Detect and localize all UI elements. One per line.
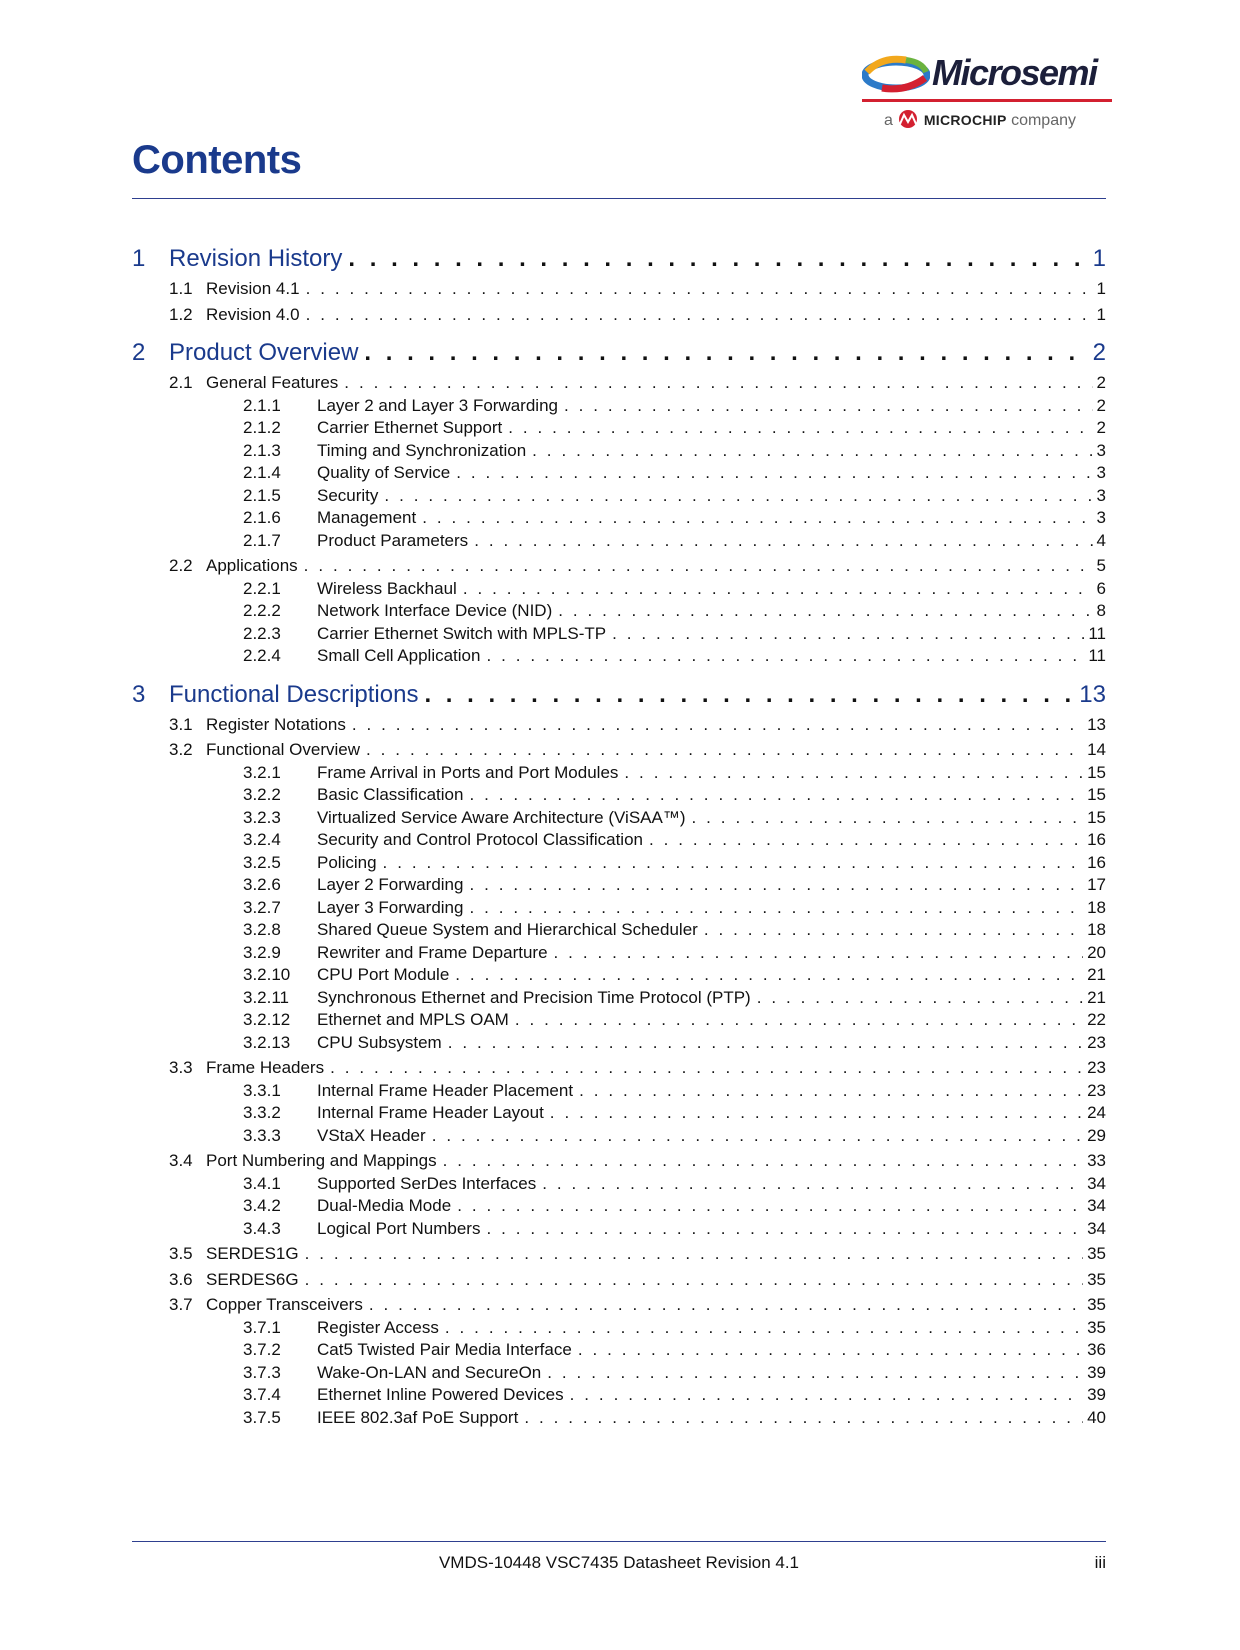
toc-entry-page: 1 (1096, 279, 1106, 298)
toc-leader-dots (558, 601, 1092, 621)
toc-entry-3-2-2[interactable] (132, 785, 1106, 808)
toc-entry-page: 16 (1087, 830, 1106, 849)
toc-entry-page: 13 (1079, 680, 1106, 708)
toc-entry-page: 16 (1087, 852, 1106, 872)
toc-entry-3-7-3[interactable] (132, 1363, 1106, 1386)
toc-entry-page: 35 (1087, 1317, 1106, 1337)
toc-entry-3-2-12[interactable] (132, 1010, 1106, 1033)
toc-entry-number: 3.2 (169, 740, 193, 759)
toc-entry-3-4-2[interactable] (132, 1196, 1106, 1219)
toc-entry-page: 14 (1087, 740, 1106, 759)
toc-leader-dots (432, 1126, 1083, 1146)
toc-leader-dots (366, 740, 1083, 760)
toc-entry-page: 21 (1087, 987, 1106, 1007)
toc-entry-3-7-2[interactable] (132, 1340, 1106, 1363)
toc-entry-title: Register Access (317, 1317, 439, 1337)
toc-entry-number: 1 (132, 245, 146, 272)
toc-leader-dots (612, 624, 1084, 644)
toc-entry-page: 11 (1088, 623, 1106, 643)
toc-leader-dots (542, 1174, 1083, 1194)
toc-leader-dots (564, 396, 1093, 416)
toc-entry-page: 23 (1087, 1080, 1106, 1100)
tagline-suffix: company (1011, 112, 1076, 129)
toc-entry-1-1[interactable] (132, 279, 1106, 302)
toc-leader-dots (547, 1363, 1083, 1383)
toc-entry-3-2-1[interactable] (132, 763, 1106, 786)
toc-leader-dots (469, 898, 1083, 918)
toc-entry-3-2-6[interactable] (132, 875, 1106, 898)
toc-entry-3-3-1[interactable] (132, 1081, 1106, 1104)
title-rule (132, 198, 1106, 199)
toc-entry-2-2[interactable] (132, 556, 1106, 579)
toc-leader-dots (305, 1244, 1083, 1264)
toc-entry-title: Cat5 Twisted Pair Media Interface (317, 1340, 572, 1359)
toc-entry-page: 39 (1087, 1385, 1106, 1404)
toc-entry-title: Layer 2 and Layer 3 Forwarding (317, 395, 558, 415)
toc-entry-page: 22 (1087, 1010, 1106, 1029)
toc-entry-2-1-1[interactable] (132, 396, 1106, 419)
microchip-logo-icon (897, 110, 919, 128)
toc-entry-number: 2.1.3 (243, 440, 281, 460)
toc-leader-dots (304, 556, 1093, 576)
toc-leader-dots (456, 463, 1092, 483)
toc-entry-2-2-4[interactable] (132, 646, 1106, 669)
toc-entry-title: Ethernet Inline Powered Devices (317, 1385, 564, 1404)
toc-entry-page: 21 (1087, 965, 1106, 984)
toc-entry-number: 2.2.2 (243, 601, 281, 620)
toc-entry-page: 34 (1087, 1218, 1106, 1238)
toc-entry-page: 18 (1087, 897, 1106, 917)
toc-leader-dots (469, 875, 1083, 895)
toc-entry-title: Network Interface Device (NID) (317, 601, 553, 620)
toc-leader-dots (524, 1408, 1083, 1428)
toc-entry-number: 3.4 (169, 1151, 193, 1170)
toc-entry-page: 4 (1096, 530, 1106, 550)
toc-entry-number: 2.1.1 (243, 395, 281, 415)
toc-entry-3-2-13[interactable] (132, 1033, 1106, 1056)
toc-leader-dots (305, 1270, 1083, 1290)
toc-entry-3-3-3[interactable] (132, 1126, 1106, 1149)
toc-entry-number: 3.4.1 (243, 1173, 281, 1193)
toc-entry-number: 3.2.1 (243, 762, 281, 782)
toc-entry-3-2[interactable] (132, 740, 1106, 763)
tagline-company: MICROCHIP (923, 112, 1007, 128)
toc-leader-dots (579, 1081, 1083, 1101)
toc-entry-title: Small Cell Application (317, 646, 481, 665)
toc-leader-dots (330, 1058, 1083, 1078)
toc-entry-page: 8 (1096, 601, 1106, 620)
toc-entry-number: 3.5 (169, 1244, 193, 1263)
toc-entry-title: Frame Headers (206, 1058, 325, 1077)
toc-entry-2[interactable] (132, 339, 1106, 373)
toc-leader-dots (692, 808, 1084, 828)
toc-leader-dots (486, 1219, 1083, 1239)
toc-leader-dots (455, 965, 1083, 985)
toc-entry-page: 23 (1087, 1058, 1106, 1077)
toc-leader-dots (474, 531, 1092, 551)
toc-entry-3-5[interactable] (132, 1244, 1106, 1267)
toc-entry-page: 3 (1096, 508, 1106, 527)
toc-entry-number: 3.2.11 (243, 987, 290, 1007)
toc-leader-dots (384, 486, 1092, 506)
toc-entry-title: Rewriter and Frame Departure (317, 942, 548, 962)
toc-entry-page: 15 (1087, 785, 1106, 804)
toc-entry-3-7-5[interactable] (132, 1408, 1106, 1431)
toc-entry-title: Ethernet and MPLS OAM (317, 1010, 509, 1029)
toc-entry-title: Shared Queue System and Hierarchical Scheduler (317, 920, 698, 939)
toc-entry-3-4-1[interactable] (132, 1174, 1106, 1197)
toc-leader-dots (445, 1318, 1083, 1338)
toc-entry-title: Policing (317, 852, 377, 872)
toc-entry-number: 3.7.1 (243, 1317, 281, 1337)
toc-entry-page: 3 (1096, 485, 1106, 505)
toc-entry-number: 3.1 (169, 714, 193, 734)
toc-leader-dots (757, 988, 1083, 1008)
toc-leader-dots (515, 1010, 1083, 1030)
toc-entry-page: 2 (1096, 418, 1106, 437)
toc-entry-3-2-4[interactable] (132, 830, 1106, 853)
toc-leader-dots (532, 441, 1092, 461)
toc-entry-title: Functional Descriptions (169, 680, 419, 708)
company-logo (862, 50, 1112, 136)
toc-entry-page: 34 (1087, 1173, 1106, 1193)
toc-entry-title: IEEE 802.3af PoE Support (317, 1407, 519, 1427)
toc-entry-number: 3.7.5 (243, 1407, 281, 1427)
toc-leader-dots (306, 305, 1093, 325)
toc-entry-1[interactable] (132, 245, 1106, 279)
toc-entry-page: 35 (1087, 1295, 1106, 1314)
toc-entry-page: 11 (1088, 646, 1106, 665)
toc-entry-title: Dual-Media Mode (317, 1196, 452, 1215)
toc-entry-number: 2.2.1 (243, 578, 281, 598)
toc-entry-title: Product Parameters (317, 530, 469, 550)
toc-entry-number: 3.7 (169, 1295, 193, 1314)
toc-entry-title: Register Notations (206, 714, 346, 734)
toc-entry-number: 3.2.8 (243, 920, 281, 939)
toc-entry-3-2-11[interactable] (132, 988, 1106, 1011)
toc-entry-3-4-3[interactable] (132, 1219, 1106, 1242)
toc-entry-number: 3.7.4 (243, 1385, 281, 1404)
toc-entry-title: General Features (206, 373, 339, 392)
toc-entry-3-4[interactable] (132, 1151, 1106, 1174)
toc-entry-3-2-10[interactable] (132, 965, 1106, 988)
toc-entry-title: Product Overview (169, 339, 359, 366)
toc-entry-number: 3.2.9 (243, 942, 281, 962)
toc-entry-page: 17 (1087, 875, 1106, 894)
toc-entry-3-7-1[interactable] (132, 1318, 1106, 1341)
footer-page-number: iii (1094, 1553, 1106, 1572)
toc-entry-number: 2.1 (169, 373, 193, 392)
toc-entry-page: 33 (1087, 1151, 1106, 1170)
toc-entry-number: 2.1.7 (243, 530, 281, 550)
toc-entry-number: 3.7.3 (243, 1362, 281, 1382)
footer-document-id: VMDS-10448 VSC7435 Datasheet Revision 4.1 (438, 1553, 800, 1572)
toc-entry-number: 3.2.6 (243, 875, 281, 894)
toc-entry-title: Synchronous Ethernet and Precision Time Protocol (PTP) (317, 987, 751, 1007)
toc-leader-dots (424, 681, 1075, 709)
toc-entry-2-1[interactable] (132, 373, 1106, 396)
toc-entry-3-2-5[interactable] (132, 853, 1106, 876)
toc-entry-title: Port Numbering and Mappings (206, 1151, 437, 1170)
toc-entry-page: 35 (1087, 1269, 1106, 1289)
toc-entry-2-1-5[interactable] (132, 486, 1106, 509)
toc-leader-dots (649, 830, 1083, 850)
logo-divider (862, 99, 1112, 102)
toc-entry-2-1-4[interactable] (132, 463, 1106, 486)
toc-entry-title: Revision 4.0 (206, 304, 300, 324)
toc-leader-dots (369, 1295, 1083, 1315)
toc-leader-dots (422, 508, 1092, 528)
toc-entry-page: 3 (1096, 440, 1106, 460)
toc-leader-dots (486, 646, 1084, 666)
toc-leader-dots (352, 715, 1083, 735)
microsemi-swirl-icon (862, 54, 930, 96)
toc-entry-2-2-3[interactable] (132, 624, 1106, 647)
toc-entry-2-1-3[interactable] (132, 441, 1106, 464)
toc-entry-title: Revision 4.1 (206, 279, 300, 298)
toc-entry-number: 3.3.2 (243, 1103, 281, 1122)
logo-tagline (884, 110, 1076, 130)
toc-entry-page: 3 (1096, 463, 1106, 482)
toc-entry-title: VStaX Header (317, 1125, 426, 1145)
toc-entry-page: 40 (1087, 1407, 1106, 1427)
toc-entry-number: 2.1.6 (243, 508, 281, 527)
toc-entry-title: Functional Overview (206, 740, 361, 759)
toc-entry-number: 3.4.2 (243, 1196, 281, 1215)
toc-entry-number: 2.2.4 (243, 646, 281, 665)
toc-entry-title: Frame Arrival in Ports and Port Modules (317, 762, 619, 782)
toc-entry-page: 36 (1087, 1340, 1106, 1359)
toc-entry-page: 24 (1087, 1103, 1106, 1122)
toc-leader-dots (570, 1385, 1083, 1405)
toc-entry-page: 2 (1096, 395, 1106, 415)
toc-entry-3-2-3[interactable] (132, 808, 1106, 831)
toc-entry-title: Timing and Synchronization (317, 440, 527, 460)
tagline-prefix: a (884, 112, 893, 129)
toc-entry-title: SERDES1G (206, 1244, 299, 1263)
toc-entry-number: 3.4.3 (243, 1218, 281, 1238)
toc-entry-title: Logical Port Numbers (317, 1218, 481, 1238)
toc-entry-title: Internal Frame Header Placement (317, 1080, 574, 1100)
toc-entry-page: 29 (1087, 1125, 1106, 1145)
toc-entry-title: Carrier Ethernet Switch with MPLS-TP (317, 623, 607, 643)
toc-entry-number: 2 (132, 339, 146, 366)
toc-leader-dots (469, 785, 1083, 805)
toc-entry-title: Copper Transceivers (206, 1295, 363, 1314)
toc-leader-dots (364, 339, 1088, 367)
toc-entry-number: 3.3 (169, 1058, 193, 1077)
toc-entry-page: 39 (1087, 1362, 1106, 1382)
toc-entry-title: Security and Control Protocol Classification (317, 830, 643, 849)
toc-entry-page: 6 (1096, 578, 1106, 598)
toc-entry-number: 2.1.2 (243, 418, 281, 437)
toc-leader-dots (443, 1151, 1084, 1171)
toc-entry-number: 3.3.1 (243, 1080, 281, 1100)
toc-entry-title: Wireless Backhaul (317, 578, 457, 598)
toc-entry-3-2-8[interactable] (132, 920, 1106, 943)
toc-entry-page: 35 (1087, 1244, 1106, 1263)
toc-entry-number: 1.2 (169, 304, 193, 324)
footer-rule (132, 1541, 1106, 1542)
toc-entry-title: Layer 3 Forwarding (317, 897, 464, 917)
toc-entry-number: 3.3.3 (243, 1125, 281, 1145)
toc-entry-title: Basic Classification (317, 785, 464, 804)
toc-entry-number: 3.2.7 (243, 897, 281, 917)
toc-entry-page: 20 (1087, 942, 1106, 962)
toc-entry-number: 3.2.3 (243, 807, 281, 827)
toc-entry-page: 5 (1096, 556, 1106, 575)
toc-entry-title: Security (317, 485, 379, 505)
toc-leader-dots (624, 763, 1083, 783)
toc-entry-number: 1.1 (169, 279, 193, 298)
toc-leader-dots (463, 579, 1093, 599)
toc-leader-dots (383, 853, 1084, 873)
toc-leader-dots (348, 245, 1088, 273)
toc-entry-2-1-7[interactable] (132, 531, 1106, 554)
toc-entry-number: 3.2.4 (243, 830, 281, 849)
toc-entry-2-1-6[interactable] (132, 508, 1106, 531)
toc-entry-title: Management (317, 508, 417, 527)
toc-entry-title: Carrier Ethernet Support (317, 418, 503, 437)
toc-entry-page: 2 (1096, 373, 1106, 392)
toc-entry-title: CPU Subsystem (317, 1032, 442, 1052)
toc-entry-number: 3.2.2 (243, 785, 281, 804)
toc-entry-page: 15 (1087, 762, 1106, 782)
toc-entry-page: 13 (1087, 714, 1106, 734)
toc-entry-2-2-1[interactable] (132, 579, 1106, 602)
toc-entry-3-7-4[interactable] (132, 1385, 1106, 1408)
toc-leader-dots (457, 1196, 1083, 1216)
toc-entry-3-3-2[interactable] (132, 1103, 1106, 1126)
toc-entry-number: 3.2.12 (243, 1010, 291, 1029)
toc-entry-title: Quality of Service (317, 463, 451, 482)
toc-entry-page: 15 (1087, 807, 1106, 827)
toc-entry-number: 3.6 (169, 1269, 193, 1289)
toc-entry-page: 1 (1092, 245, 1106, 272)
toc-entry-title: SERDES6G (206, 1269, 299, 1289)
toc-entry-number: 2.1.4 (243, 463, 281, 482)
toc-leader-dots (704, 920, 1083, 940)
toc-entry-number: 2.1.5 (243, 485, 281, 505)
toc-entry-title: Revision History (169, 245, 343, 272)
toc-entry-title: Applications (206, 556, 298, 575)
toc-leader-dots (306, 279, 1093, 299)
toc-entry-number: 2.2 (169, 556, 193, 575)
toc-entry-3-2-9[interactable] (132, 943, 1106, 966)
brand-name: Microsemi (932, 52, 1097, 93)
toc-leader-dots (554, 943, 1084, 963)
toc-entry-3[interactable] (132, 681, 1106, 715)
toc-leader-dots (344, 373, 1092, 393)
toc-entry-3-3[interactable] (132, 1058, 1106, 1081)
toc-entry-number: 2.2.3 (243, 623, 281, 643)
toc-entry-page: 1 (1096, 304, 1106, 324)
toc-entry-2-1-2[interactable] (132, 418, 1106, 441)
toc-entry-page: 34 (1087, 1196, 1106, 1215)
toc-entry-number: 3.2.10 (243, 965, 291, 984)
toc-leader-dots (578, 1340, 1083, 1360)
toc-entry-number: 3 (132, 680, 146, 708)
toc-entry-title: Internal Frame Header Layout (317, 1103, 544, 1122)
toc-entry-page: 2 (1092, 339, 1106, 366)
toc-entry-3-2-7[interactable] (132, 898, 1106, 921)
toc-entry-page: 23 (1087, 1032, 1106, 1052)
toc-entry-1-2[interactable] (132, 305, 1106, 328)
toc-entry-page: 18 (1087, 920, 1106, 939)
toc-entry-3-6[interactable] (132, 1270, 1106, 1293)
toc-leader-dots (508, 418, 1092, 438)
toc-entry-number: 3.2.5 (243, 852, 281, 872)
page-title: Contents (132, 138, 302, 182)
toc-leader-dots (448, 1033, 1083, 1053)
toc-entry-number: 3.7.2 (243, 1340, 281, 1359)
table-of-contents (132, 245, 1106, 1430)
toc-entry-title: Virtualized Service Aware Architecture (ViSAA™) (317, 807, 686, 827)
toc-entry-title: Wake-On-LAN and SecureOn (317, 1362, 542, 1382)
toc-entry-title: CPU Port Module (317, 965, 450, 984)
toc-entry-title: Layer 2 Forwarding (317, 875, 464, 894)
toc-entry-number: 3.2.13 (243, 1032, 291, 1052)
toc-entry-title: Supported SerDes Interfaces (317, 1173, 537, 1193)
toc-entry-3-7[interactable] (132, 1295, 1106, 1318)
toc-leader-dots (550, 1103, 1083, 1123)
toc-entry-2-2-2[interactable] (132, 601, 1106, 624)
toc-entry-3-1[interactable] (132, 715, 1106, 738)
